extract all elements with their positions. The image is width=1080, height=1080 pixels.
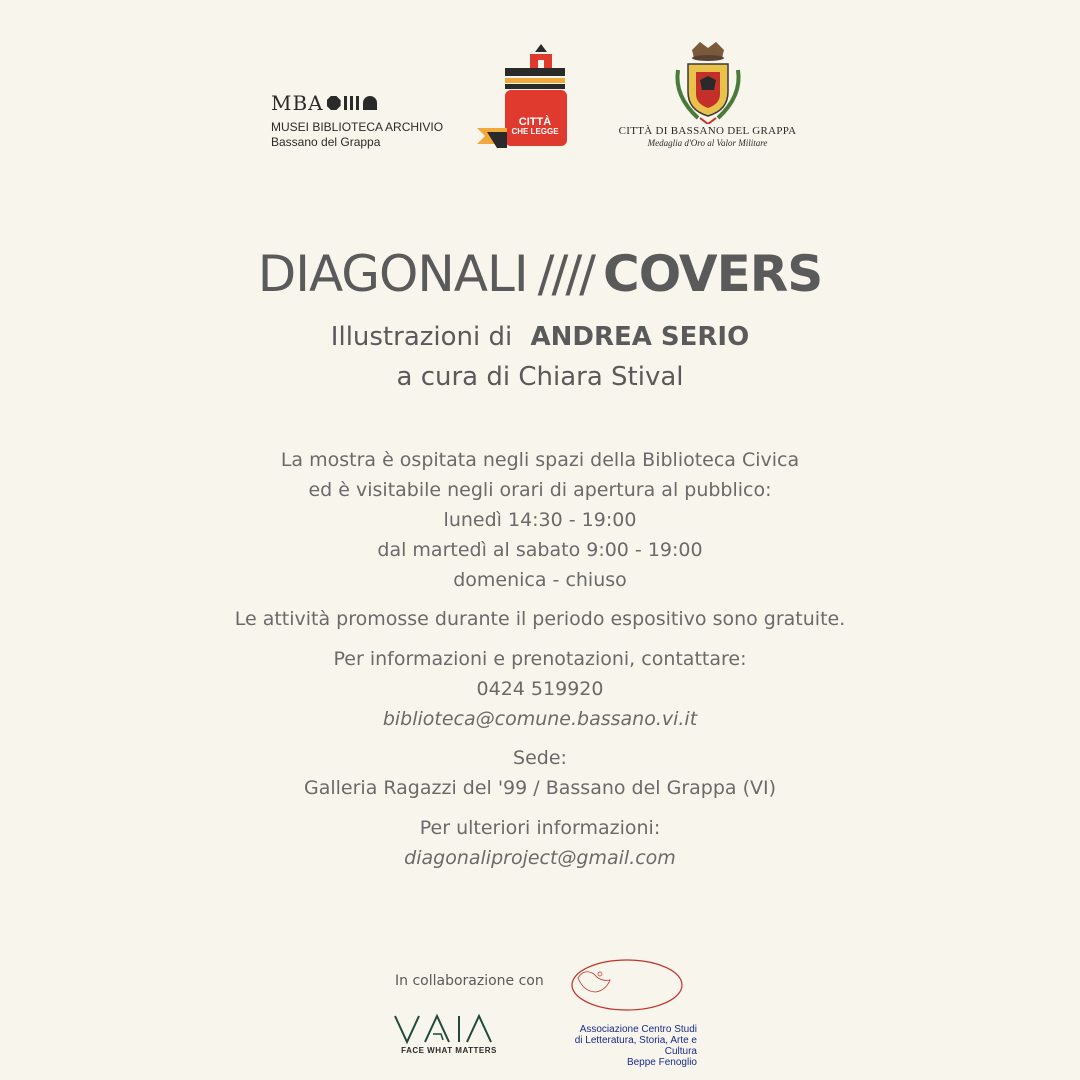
info-line1: La mostra è ospitata negli spazi della Biblioteca Civica xyxy=(280,449,800,471)
more-info-label: Per ulteriori informazioni: xyxy=(419,817,661,839)
comune-subtitle: Medaglia d'Oro al Valor Militare xyxy=(647,138,768,148)
mba-line1: MUSEI BIBLIOTECA ARCHIVIO xyxy=(271,120,444,134)
columns-icon xyxy=(344,96,360,110)
octagon-icon xyxy=(327,96,341,110)
vaia-logo xyxy=(393,1012,503,1046)
curator-line: a cura di Chiara Stival xyxy=(396,362,684,392)
assoc-line2: di Letteratura, Storia, Arte e Cultura xyxy=(574,1035,697,1057)
subtitle xyxy=(0,322,1080,352)
coat-of-arms-icon xyxy=(670,40,746,124)
subtitle-prefix: Illustrazioni di xyxy=(330,322,513,352)
title-part1: DIAGONALI xyxy=(257,245,528,303)
vaia-tagline: FACE WHAT MATTERS xyxy=(401,1046,497,1055)
contact-label: Per informazioni e prenotazioni, contattare: xyxy=(333,648,747,670)
hours-monday: lunedì 14:30 - 19:00 xyxy=(443,509,637,531)
venue-address: Galleria Ragazzi del '99 / Bassano del Grappa (VI) xyxy=(303,777,777,799)
mba-logo-text: MBA xyxy=(271,91,324,115)
mba-subtitle xyxy=(271,120,443,150)
project-email: diagonaliproject@gmail.com xyxy=(404,847,676,869)
fenoglio-logo-oval xyxy=(570,958,684,1012)
assoc-line3: Beppe Fenoglio xyxy=(626,1057,697,1068)
citta-line2: CHE LEGGE xyxy=(511,127,559,136)
comune-name: CITTÀ DI BASSANO DEL GRAPPA xyxy=(618,125,797,137)
hours-weekdays: dal martedì al sabato 9:00 - 19:00 xyxy=(377,539,703,561)
mba-logo xyxy=(271,91,377,115)
info-line2: ed è visitabile negli orari di apertura al pubblico: xyxy=(308,479,772,501)
free-activities: Le attività promosse durante il periodo espositivo sono gratuite. xyxy=(234,608,846,630)
arch-icon xyxy=(363,96,377,110)
venue-label: Sede: xyxy=(513,747,567,769)
citta-line1: CITTÀ xyxy=(518,116,552,128)
title-slashes: //// xyxy=(537,245,594,303)
mba-line2: Bassano del Grappa xyxy=(271,135,381,149)
title-part2: COVERS xyxy=(603,245,823,303)
page-title xyxy=(0,245,1080,303)
hours-sunday: domenica - chiuso xyxy=(453,569,627,591)
collaboration-label: In collaborazione con xyxy=(395,973,544,989)
phone-number: 0424 519920 xyxy=(476,678,604,700)
assoc-line1: Associazione Centro Studi xyxy=(579,1024,697,1035)
library-email: biblioteca@comune.bassano.vi.it xyxy=(382,708,698,730)
association-name xyxy=(540,1024,697,1068)
artist-name: ANDREA SERIO xyxy=(530,322,750,352)
citta-che-legge-label xyxy=(508,117,562,137)
